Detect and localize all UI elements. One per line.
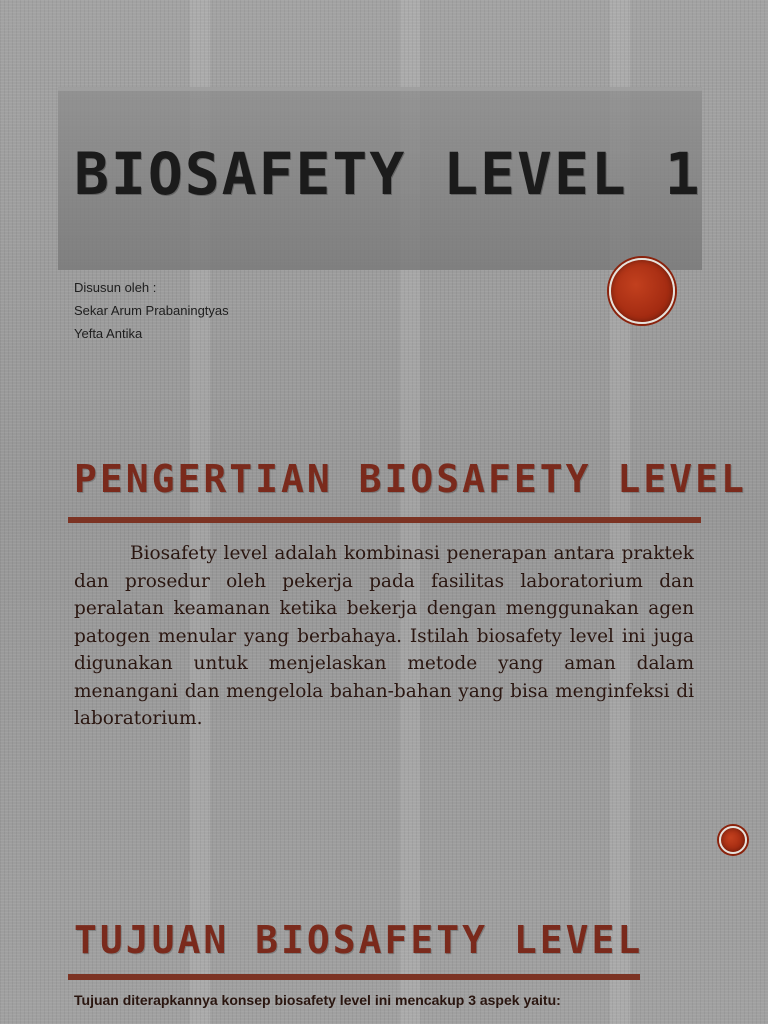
slide-title: BIOSAFETY LEVEL 1 — [74, 140, 702, 208]
author-name: Sekar Arum Prabaningtyas — [74, 303, 229, 318]
definition-slide — [0, 395, 768, 880]
definition-paragraph: Biosafety level adalah kombinasi penerapan antara praktek dan prosedur oleh pekerja pada fasilitas laboratorium dan peralatan keamanan ketika bekerja dengan menggunakan agen patogen menular yang berbahaya. Istilah biosafety level ini juga digunakan untuk menjelaskan metode yang aman dalam menangani dan mengelola bahan-bahan yang bisa menginfeksi di laboratorium. — [74, 543, 694, 729]
heading-underline — [68, 517, 701, 523]
decorative-circle-icon — [609, 258, 675, 324]
section-heading: TUJUAN BIOSAFETY LEVEL — [74, 918, 644, 962]
author-name: Yefta Antika — [74, 326, 143, 341]
purpose-slide — [0, 880, 768, 1024]
section-heading: PENGERTIAN BIOSAFETY LEVEL — [74, 457, 747, 501]
decorative-circle-icon — [719, 826, 747, 854]
purpose-intro: Tujuan diterapkannya konsep biosafety level ini mencakup 3 aspek yaitu: — [74, 992, 561, 1008]
title-slide — [0, 0, 768, 395]
heading-underline — [68, 974, 640, 980]
author-label: Disusun oleh : — [74, 280, 157, 295]
author-list — [74, 276, 229, 345]
